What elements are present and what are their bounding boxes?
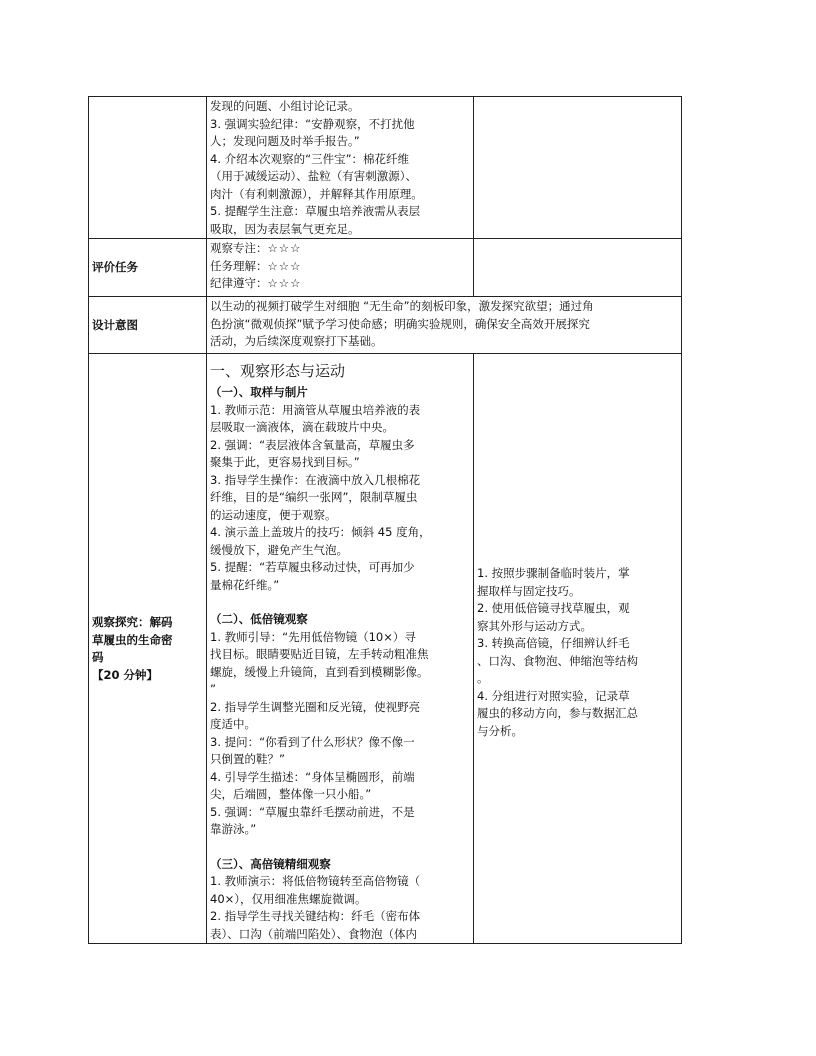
text-line: 3. 转换高倍镜，仔细辨认纤毛	[477, 636, 630, 650]
spacer	[210, 594, 470, 611]
text-line: 1. 按照步骤制备临时装片，掌	[477, 566, 630, 580]
lesson-plan-table	[88, 96, 682, 944]
text-line: 量棉花纤维。”	[210, 577, 280, 592]
text-line: 4. 演示盖上盖玻片的技巧：倾斜 45 度角，	[210, 525, 431, 539]
design-intent-label: 设计意图	[89, 297, 207, 354]
star-rating: ☆☆☆	[267, 241, 302, 255]
evaluation-item	[210, 275, 470, 293]
star-rating: ☆☆☆	[267, 276, 302, 290]
design-intent-row	[89, 297, 682, 354]
text-line: 。	[477, 671, 489, 685]
text-line: 聚集于此，更容易找到目标。”	[210, 455, 360, 469]
text-line: 度适中。	[210, 717, 256, 731]
evaluation-label: 评价任务	[89, 239, 207, 297]
text-line: ”	[210, 682, 216, 696]
text-line: 的运动速度，便于观察。	[210, 507, 337, 522]
evaluation-row	[89, 239, 682, 297]
text-line: 1. 教师演示：将低倍物镜转至高倍物镜（	[210, 874, 421, 888]
text-line: 人；发现问题及时举手报告。”	[210, 134, 360, 148]
text-line: 3. 提问：“你看到了什么形状？像不像一	[210, 734, 415, 749]
subsection-title: （三）、高倍镜精细观察	[210, 856, 331, 871]
teacher-activity-cell	[207, 97, 474, 239]
text-line: 找目标。眼睛要贴近目镜，左手转动粗准焦	[210, 647, 429, 661]
text-line: 发现的问题、小组讨论记录。	[210, 99, 360, 113]
text-line: 2. 使用低倍镜寻找草履虫，观	[477, 601, 630, 615]
text-line: 履虫的移动方向，参与数据汇总	[477, 706, 638, 720]
student-activity-cell	[474, 354, 682, 944]
text-line: 1. 教师示范：用滴管从草履虫培养液的表	[210, 402, 421, 417]
text-line: 5. 提醒：“若草履虫移动过快，可再加少	[210, 560, 415, 574]
text-line: 4. 引导学生描述：“身体呈椭圆形，前端	[210, 769, 415, 784]
text-line: 握取样与固定技巧。	[477, 583, 581, 598]
star-rating: ☆☆☆	[267, 258, 302, 273]
evaluation-item-name: 任务理解：	[210, 258, 268, 273]
text-line: 5. 强调：“草履虫靠纤毛摆动前进，不是	[210, 804, 415, 819]
subsection-title: （一）、取样与制片	[210, 385, 308, 399]
text-line: 吸取，因为表层氧气更充足。	[210, 221, 360, 236]
text-line: 靠游泳。”	[210, 822, 257, 836]
student-activity-cell-empty	[474, 97, 682, 239]
text-line: 3. 强调实验纪律：“安静观察，不打扰他	[210, 116, 415, 131]
subsection-title: （二）、低倍镜观察	[210, 612, 308, 626]
text-line: 尖，后端圆，整体像一只小船。”	[210, 787, 372, 801]
text-line: 2. 指导学生寻找关键结构：纤毛（密布体	[210, 909, 421, 923]
text-line: 3. 指导学生操作：在液滴中放入几根棉花	[210, 472, 421, 487]
text-line: 层吸取一滴液体，滴在载玻片中央。	[210, 420, 394, 434]
text-line: 、口沟、食物泡、伸缩泡等结构	[477, 653, 638, 668]
spacer	[210, 839, 470, 856]
design-intent-text	[207, 297, 682, 354]
text-line: 缓慢放下，避免产生气泡。	[210, 542, 348, 557]
text-line: 螺旋，缓慢上升镜筒，直到看到模糊影像。	[210, 664, 429, 679]
text-line: 察其外形与运动方式。	[477, 618, 592, 633]
text-line: 1. 教师引导：“先用低倍物镜（10×）寻	[210, 629, 416, 644]
text-line: 以生动的视频打破学生对细胞 “无生命”的刻板印象，激发探究欲望；通过角	[210, 299, 594, 313]
row-label-empty	[89, 97, 207, 239]
inquiry-title-line: 码	[92, 650, 104, 664]
evaluation-item	[210, 258, 470, 276]
teacher-activity-row	[89, 97, 682, 239]
text-line: （用于减缓运动）、盐粒（有害刺激源）、	[210, 169, 417, 183]
text-line: 肉汁（有利刺激源），并解释其作用原理。	[210, 186, 423, 201]
evaluation-empty	[474, 239, 682, 297]
time-allocation: 【20 分钟】	[92, 667, 159, 682]
text-line: 4. 介绍本次观察的“三件宝”：棉花纤维	[210, 151, 410, 166]
text-line: 2. 指导学生调整光圈和反光镜，使视野亮	[210, 699, 421, 714]
inquiry-title-line: 观察探究：解码	[92, 615, 173, 629]
text-line: 色扮演“微观侦探”赋予学习使命感；明确实验规则，确保安全高效开展探究	[210, 316, 590, 331]
teacher-inquiry-cell	[207, 354, 474, 944]
text-line: 5. 提醒学生注意：草履虫培养液需从表层	[210, 204, 421, 218]
text-line: 纤维，目的是“编织一张网”，限制草履虫	[210, 490, 418, 504]
text-line: 只倒置的鞋？”	[210, 752, 285, 766]
evaluation-item-name: 纪律遵守：	[210, 276, 268, 290]
evaluation-item	[210, 240, 470, 258]
inquiry-row	[89, 354, 682, 944]
evaluation-items	[207, 239, 474, 297]
inquiry-label	[89, 354, 207, 944]
text-line: 2. 强调：“表层液体含氧量高，草履虫多	[210, 437, 415, 452]
text-line: 活动，为后续深度观察打下基础。	[210, 334, 383, 348]
inquiry-title-line: 草履虫的生命密	[92, 632, 173, 647]
evaluation-item-name: 观察专注：	[210, 241, 268, 255]
section-heading: 一、观察形态与运动	[210, 362, 346, 380]
text-line: 4. 分组进行对照实验，记录草	[477, 688, 630, 703]
text-line: 表）、口沟（前端凹陷处）、食物泡（体内	[210, 926, 417, 941]
text-line: 40×），仅用细准焦螺旋微调。	[210, 891, 367, 906]
text-line: 与分析。	[477, 723, 523, 738]
